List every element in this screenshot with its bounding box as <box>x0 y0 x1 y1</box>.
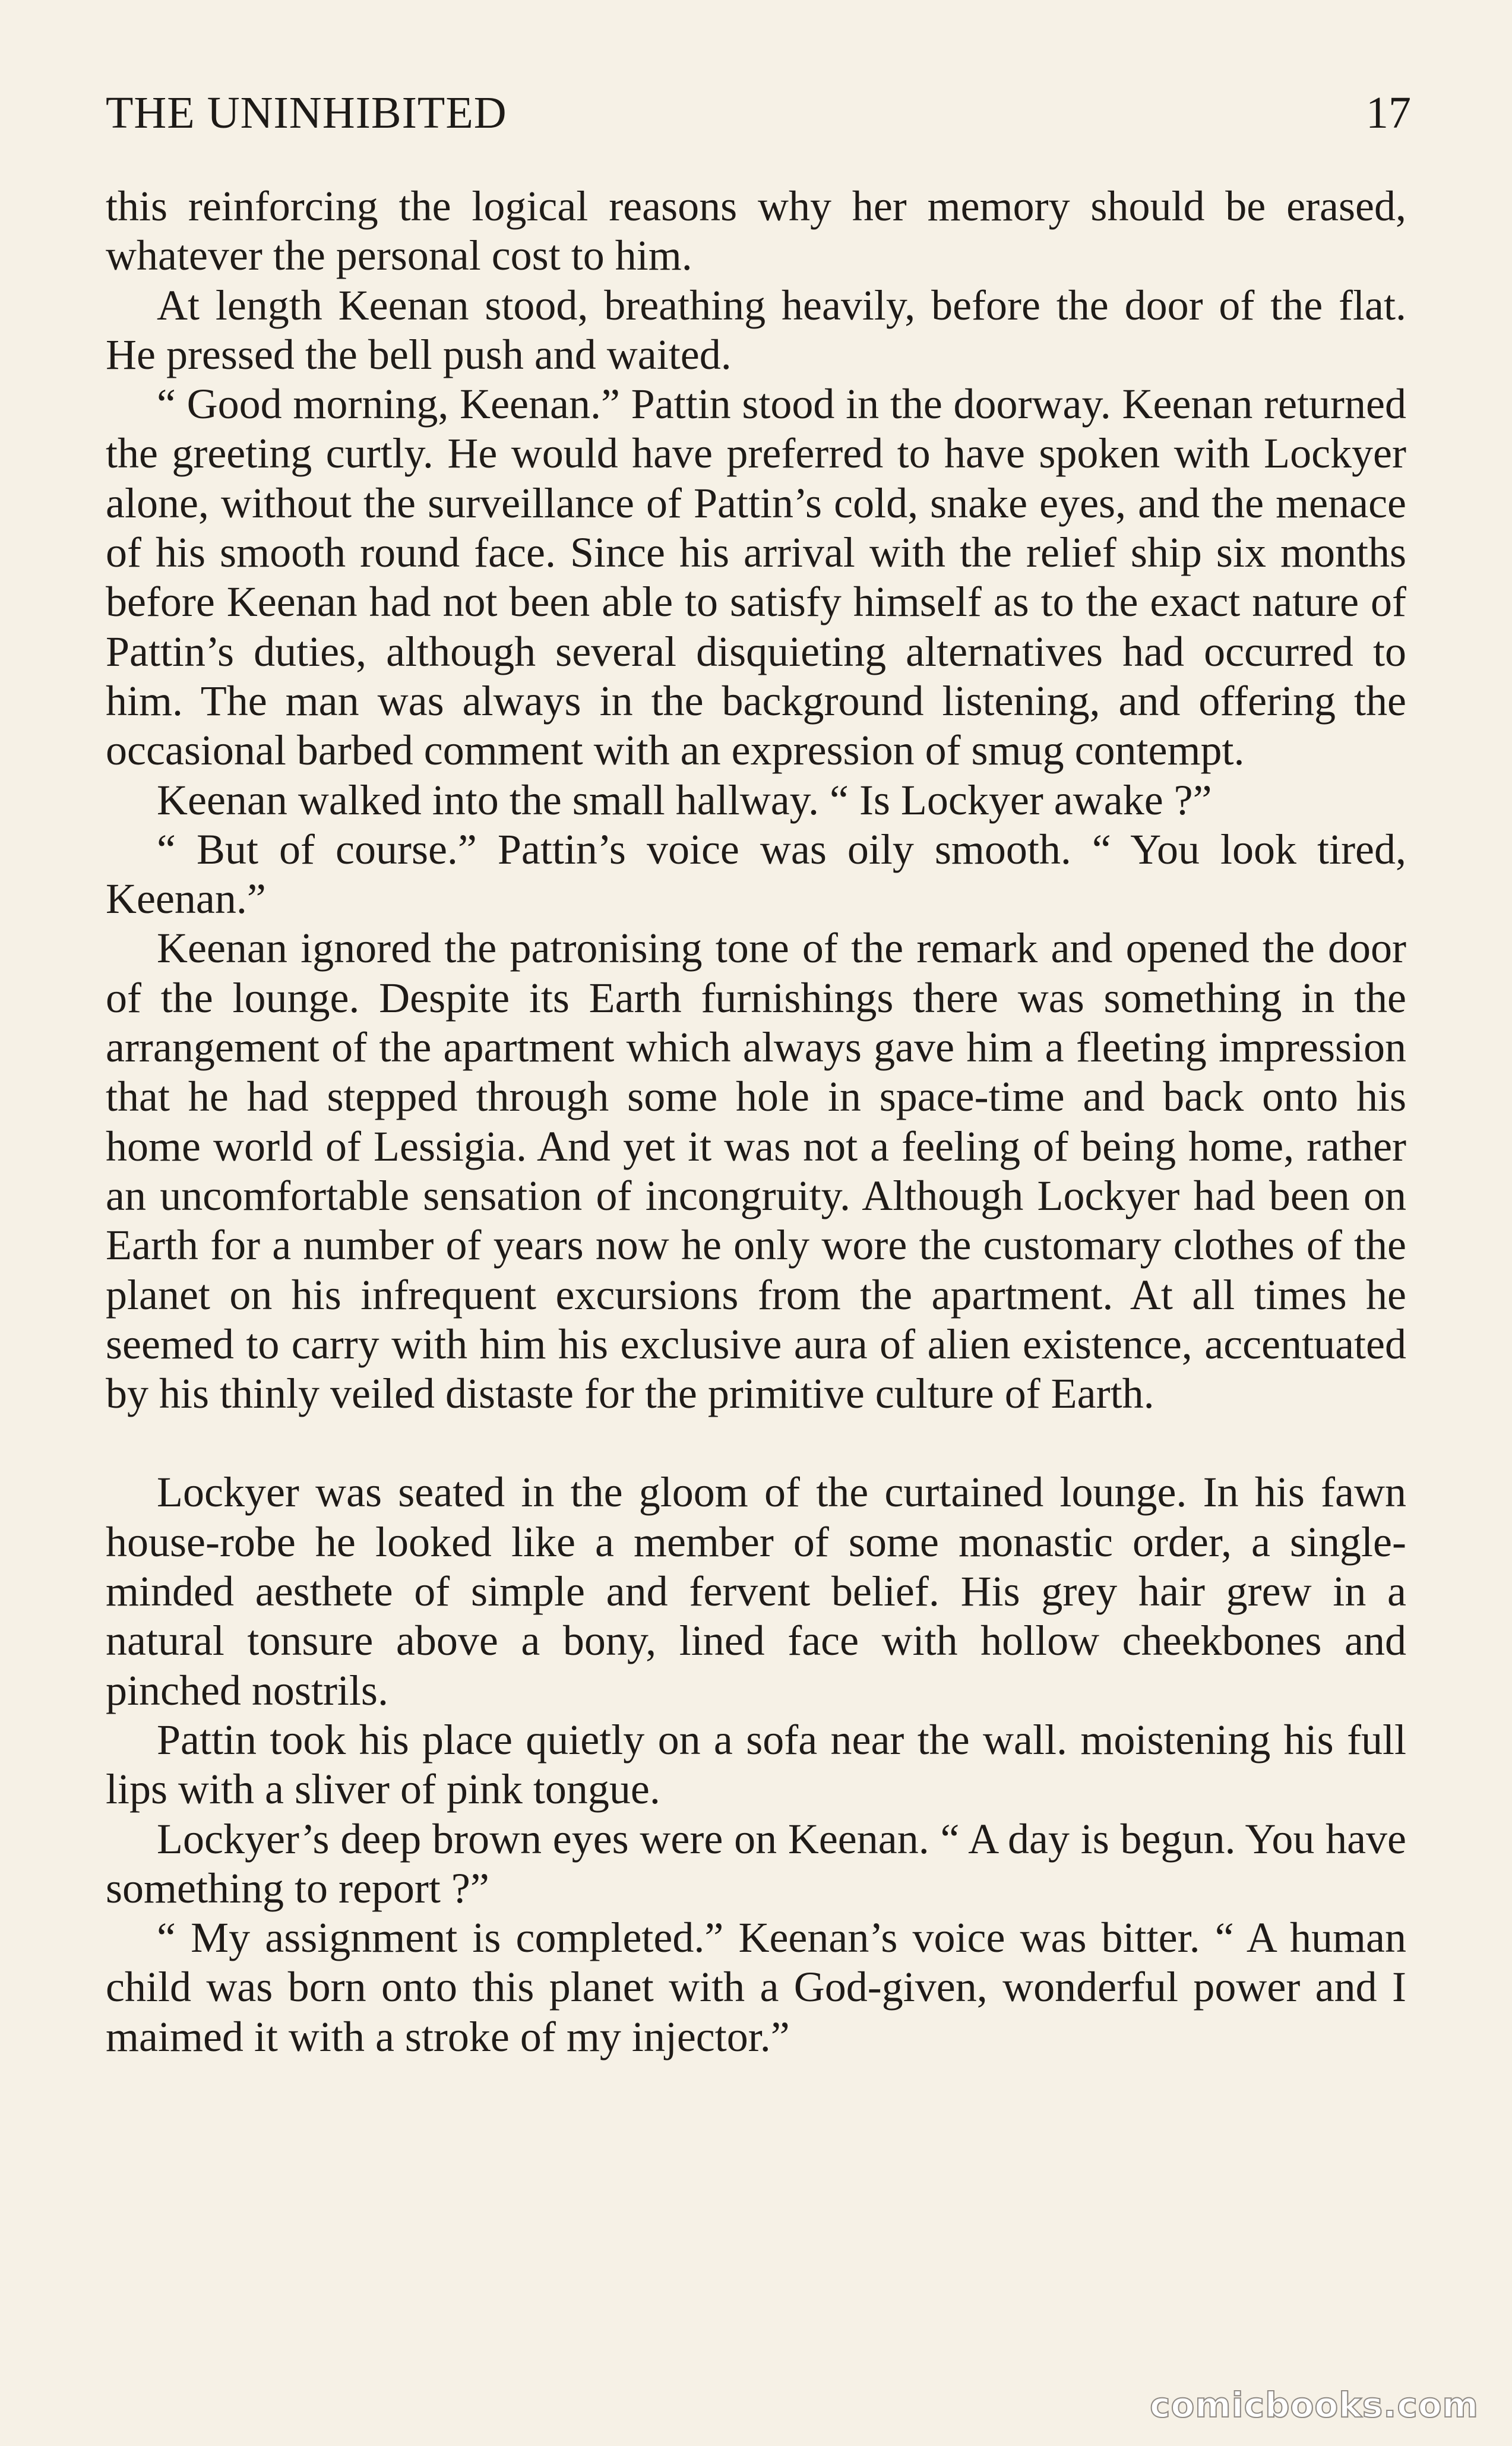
running-header <box>106 83 1411 143</box>
body-text <box>106 182 1406 2062</box>
paragraph: Lockyer was seated in the gloom of the curtained lounge. In his fawn house-robe he looked like a member of some monastic order, a single-minded aesthete of simple and fervent belief. His grey hair grew in a natural tonsure above a bony, lined face with hollow cheekbones and pinched nostrils. <box>106 1468 1406 1714</box>
paragraph: “ My assignment is completed.” Keenan’s voice was bitter. “ A human child was born onto this planet with a God-given, wonderful power and I maimed it with a stroke of my injector.” <box>106 1914 1406 2061</box>
paragraph: “ But of course.” Pattin’s voice was oily smooth. “ You look tired, Keenan.” <box>106 825 1406 923</box>
paragraph: At length Keenan stood, breathing heavily, before the door of the flat. He pressed the bell push and waited. <box>106 281 1406 378</box>
watermark: comicbooks.com <box>1150 2385 1479 2425</box>
paragraph-continued: this reinforcing the logical reasons why her memory should be erased, whatever the personal cost to him. <box>106 182 1406 280</box>
running-title: THE UNINHIBITED <box>106 88 507 138</box>
paragraph: Pattin took his place quietly on a sofa near the wall. moistening his full lips with a sliver of pink tongue. <box>106 1715 1406 1813</box>
paragraph: “ Good morning, Keenan.” Pattin stood in the doorway. Keenan returned the greeting curtly. He would have preferred to have spoken with Lockyer alone, without the surveillance of Pattin’s cold, snake eyes, and the menace of his smooth round face. Since his arrival with the relief ship six months before Keenan had not been able to satisfy himself as to the exact nature of Pattin’s duties, although several disquieting alternatives had occurred to him. The man was always in the background listening, and offering the occasional barbed comment with an expression of smug contempt. <box>106 380 1406 775</box>
page-number: 17 <box>1366 88 1411 138</box>
section-break <box>106 1418 1406 1468</box>
paragraph: Lockyer’s deep brown eyes were on Keenan. “ A day is begun. You have something to report ?” <box>106 1815 1406 1912</box>
paragraph: Keenan ignored the patronising tone of the remark and opened the door of the lounge. Despite its Earth furnishings there was something in the arrangement of the apartment which always gave him a fleeting impression that he had stepped through some hole in space-time and back onto his home world of Lessigia. And yet it was not a feeling of being home, rather an uncomfortable sensation of incongruity. Although Lockyer had been on Earth for a number of years now he only wore the customary clothes of the planet on his infrequent excursions from the apartment. At all times he seemed to carry with him his exclusive aura of alien existence, accentuated by his thinly veiled distaste for the primitive culture of Earth. <box>106 924 1406 1418</box>
paragraph: Keenan walked into the small hallway. “ Is Lockyer awake ?” <box>157 776 1212 824</box>
